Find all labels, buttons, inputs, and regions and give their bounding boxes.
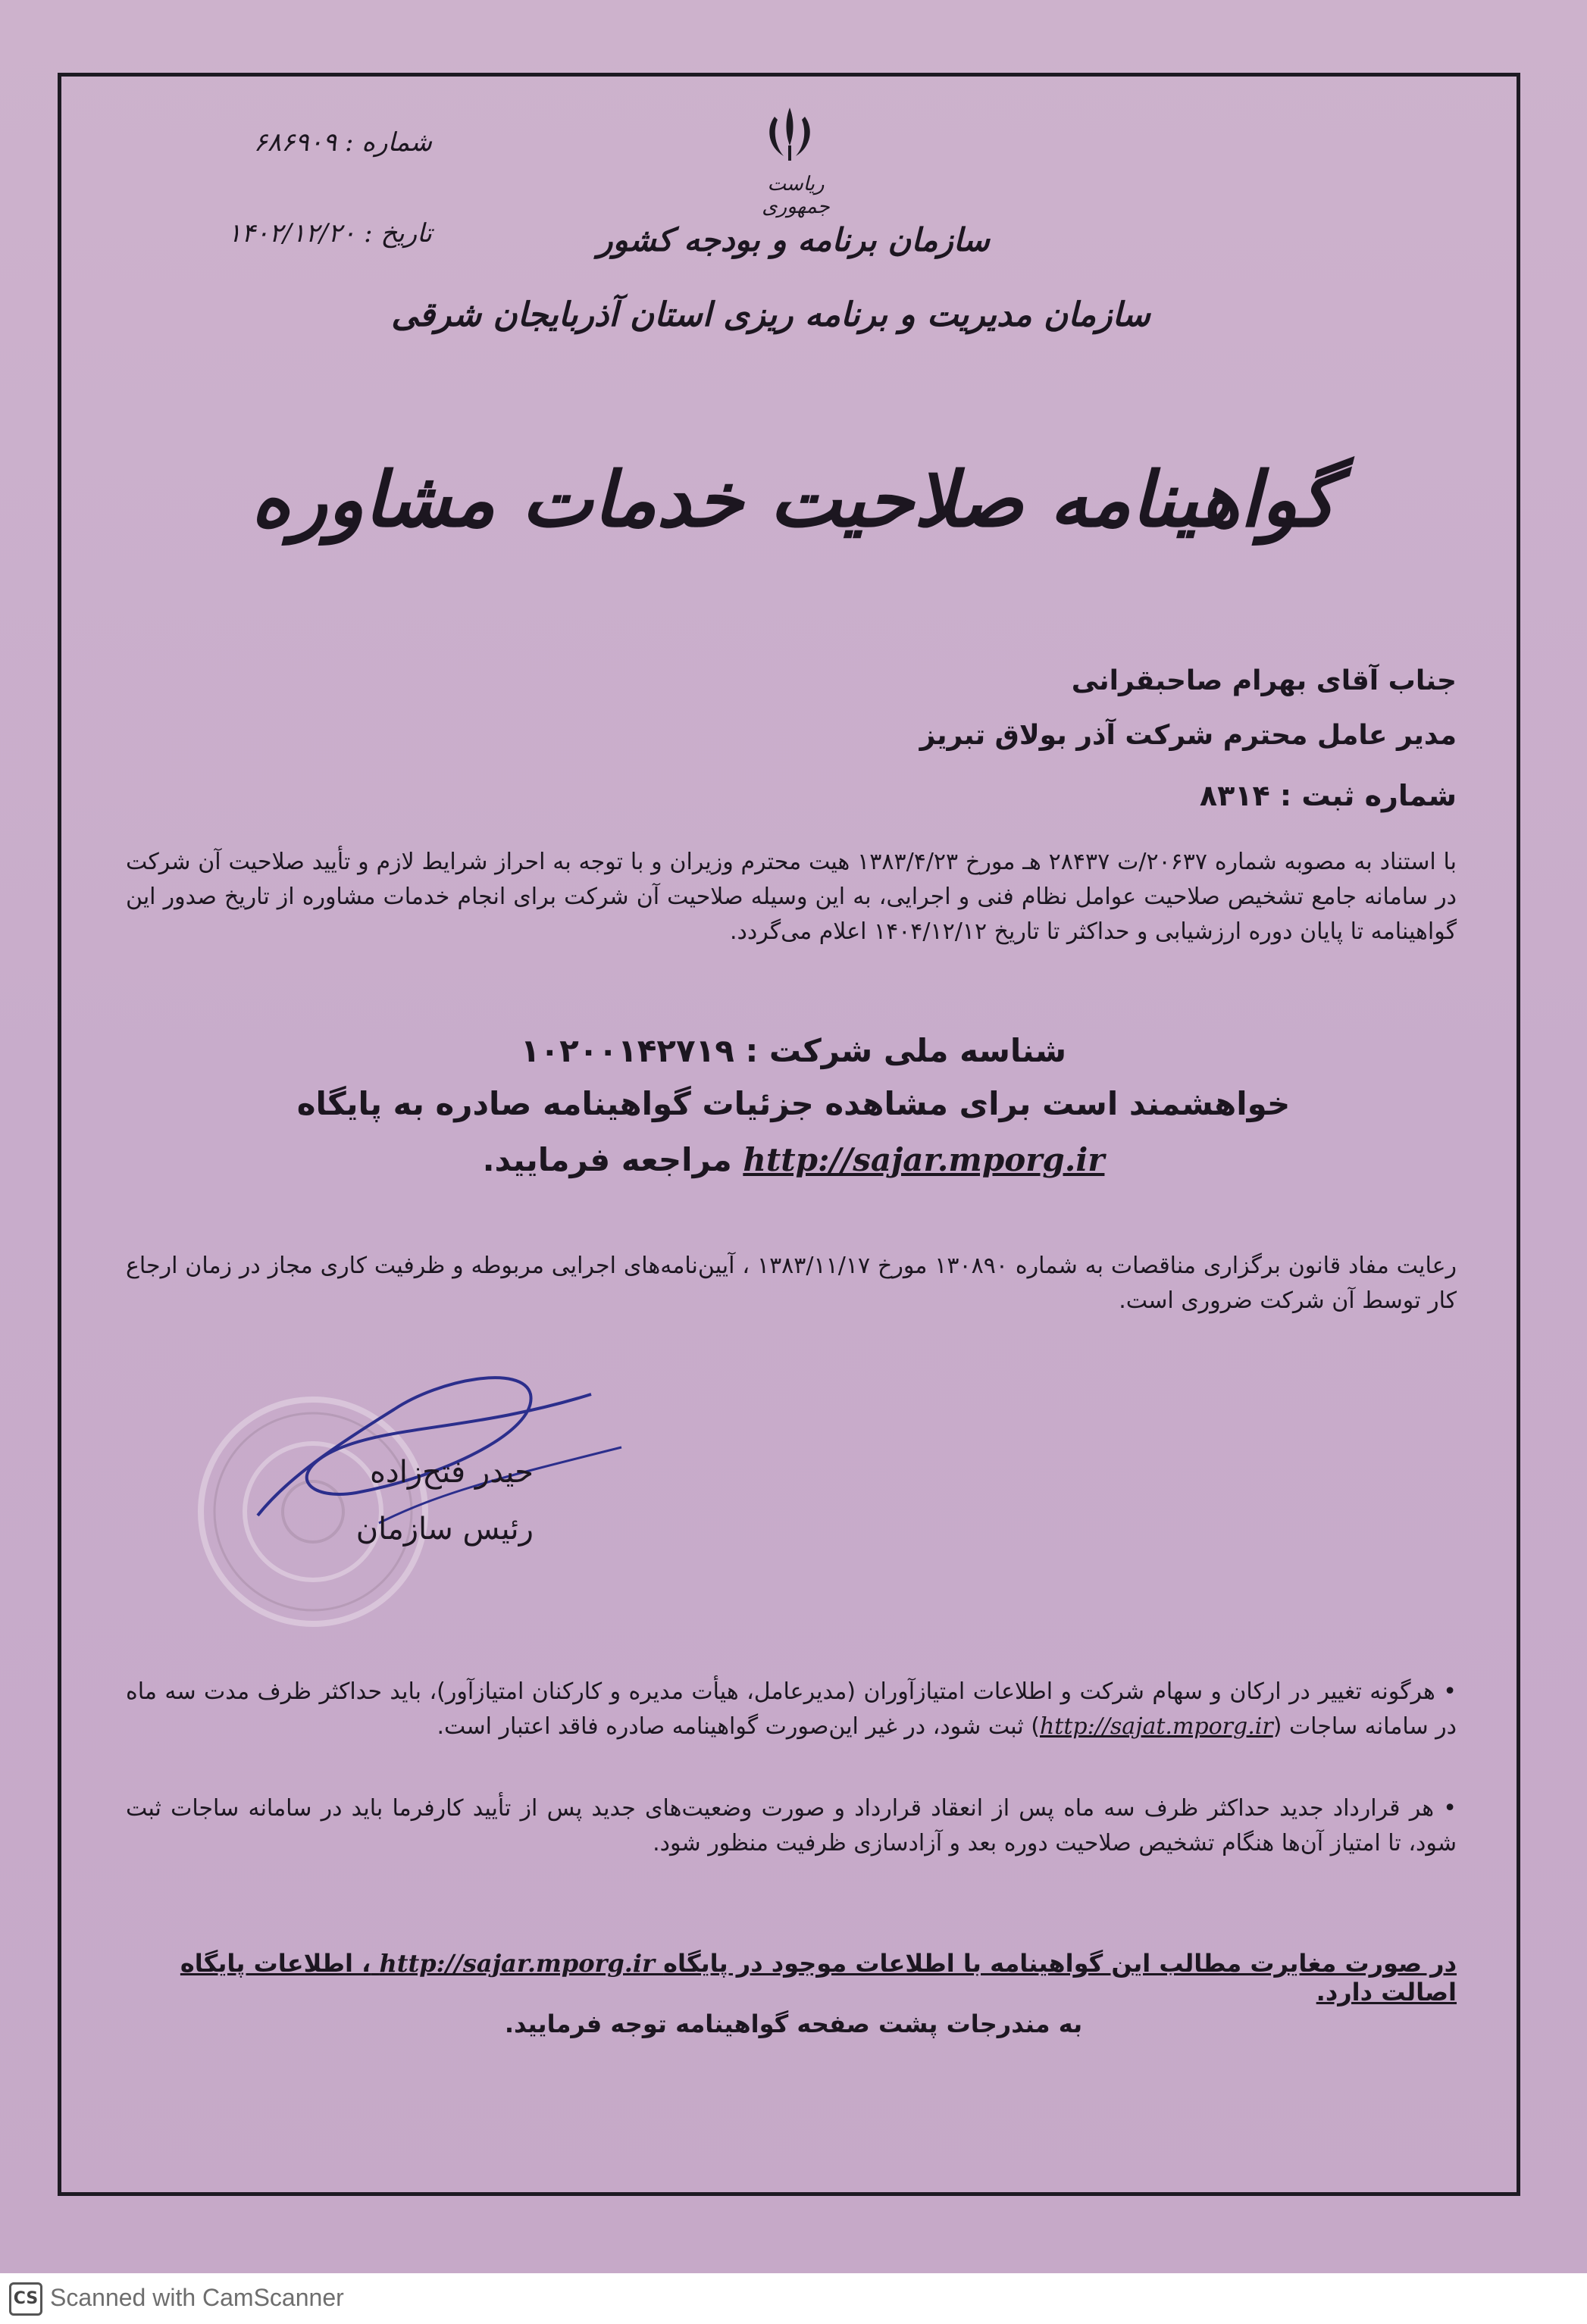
back-page-note: به مندرجات پشت صفحه گواهینامه توجه فرمایید.: [504, 2010, 1083, 2038]
org-provincial-name: سازمان مدیریت و برنامه ریزی استان آذربایجان شرقی: [391, 296, 1150, 334]
date-value: ۱۴۰۲/۱۲/۲۰: [227, 218, 356, 249]
number-label: شماره :: [345, 127, 432, 158]
national-id-label: شناسه ملی شرکت :: [745, 1032, 1067, 1069]
portal-instruction: خواهشمند است برای مشاهده جزئیات گواهینامه صادره به پایگاه: [296, 1085, 1291, 1122]
portal-suffix: مراجعه فرمایید.: [482, 1141, 732, 1178]
compliance-paragraph: رعایت مفاد قانون برگزاری مناقصات به شماره ۱۳۰۸۹۰ مورخ ۱۳۸۳/۱۱/۱۷ ، آیین‌نامه‌های اجرایی مربوطه و ظرفیت کاری مجاز در زمان ارجاع کار توسط آن شرکت ضروری است.: [126, 1253, 1457, 1314]
sajar-link[interactable]: http://sajar.mporg.ir: [743, 1141, 1105, 1178]
signatory-title: رئیس سازمان: [355, 1512, 534, 1547]
note1-text-a: • هرگونه تغییر در ارکان و سهام شرکت و اطلاعات امتیازآوران (مدیرعامل، هیأت مدیره و کارکنان امتیازآور)، باید حداکثر ظرف مدت سه ماه در سامانه ساجات (: [126, 1678, 1457, 1740]
date-label: تاریخ :: [364, 218, 432, 249]
recipient-salutation: جناب آقای بهرام صاحبقرانی: [1071, 665, 1457, 696]
national-id-value: ۱۰۲۰۰۱۴۲۷۱۹: [520, 1032, 734, 1069]
warning-sajar-link[interactable]: http://sajar.mporg.ir: [379, 1949, 655, 1978]
number-value: ۶۸۶۹۰۹: [253, 127, 337, 158]
body-paragraph: با استناد به مصوبه شماره ۲۰۶۳۷/ت ۲۸۴۳۷ هـ مورخ ۱۳۸۳/۴/۲۳ هیت محترم وزیران و با توجه به احراز شرایط لازم و تأیید صلاحیت آن شرکت در سامانه جامع تشخیص صلاحیت عوامل نظام فنی و اجرایی، به این وسیله صلاحیت آن شرکت برای انجام خدمات مشاوره از تاریخ صدور این گواهینامه تا پایان دوره ارزشیابی و حداکثر تا تاریخ ۱۴۰۴/۱۲/۱۲ اعلام می‌گردد.: [126, 849, 1457, 945]
camscanner-text: Scanned with CamScanner: [50, 2284, 344, 2311]
page-border: [58, 73, 1520, 2196]
certificate-title: گواهینامه صلاحیت خدمات مشاوره: [251, 455, 1336, 544]
scanner-footer: [0, 2273, 1587, 2324]
iran-emblem-icon: [758, 103, 822, 167]
registration-number: شماره ثبت : ۸۳۱۴: [1199, 779, 1457, 812]
signatory-name: حیدر فتح‌زاده: [369, 1455, 534, 1490]
org-national-name: سازمان برنامه و بودجه کشور: [597, 221, 990, 258]
letter-number: [205, 127, 432, 158]
portal-line: [0, 1141, 1587, 1178]
warning-text-b: ، اطلاعات پایگاه اصالت دارد.: [180, 1949, 1457, 2007]
presidency-label: ریاست جمهوری: [762, 173, 830, 218]
validity-warning: [126, 1949, 1457, 2007]
note1-text-b: ) ثبت شود، در غیر این‌صورت گواهینامه صادره فاقد اعتبار است.: [437, 1713, 1040, 1740]
national-id-line: [0, 1032, 1587, 1069]
camscanner-logo-icon: CS: [9, 2282, 42, 2316]
warning-text-a: در صورت مغایرت مطالب این گواهینامه با اطلاعات موجود در پایگاه: [663, 1949, 1457, 1978]
recipient-position: مدیر عامل محترم شرکت آذر بولاق تبریز: [919, 720, 1457, 751]
note-1: [126, 1675, 1457, 1744]
note-2: • هر قرارداد جدید حداکثر ظرف سه ماه پس از انعقاد قرارداد و صورت وضعیت‌های جدید پس از تأیید کارفرما باید در سامانه ساجات ثبت شود، تا امتیاز آن‌ها هنگام تشخیص صلاحیت دوره بعد و آزادسازی ظرفیت منظور شود.: [126, 1795, 1457, 1856]
sajat-link[interactable]: http://sajat.mporg.ir: [1039, 1713, 1273, 1740]
